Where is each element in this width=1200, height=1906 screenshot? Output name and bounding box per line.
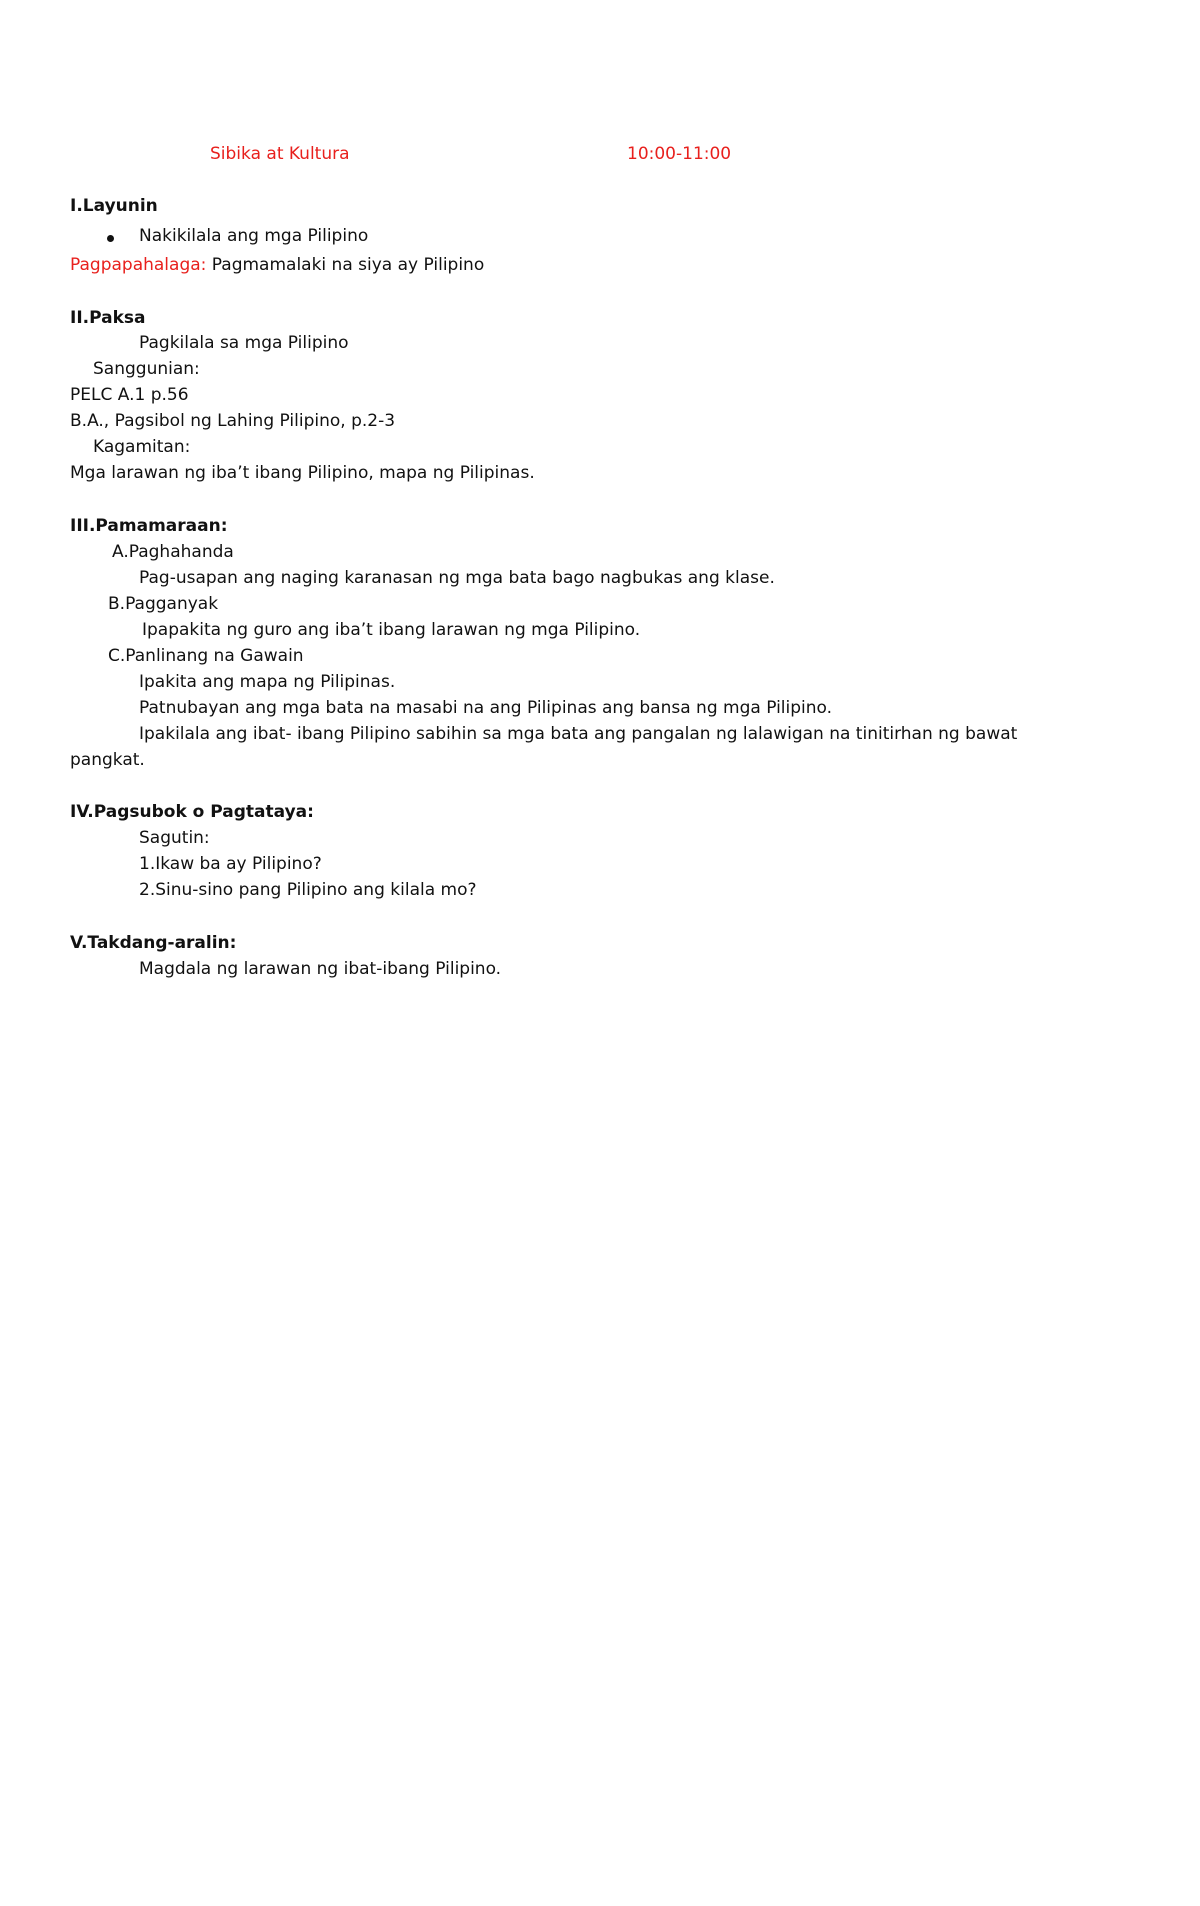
procedure-c-text-2: Patnubayan ang mga bata na masabi na ang Pilipinas ang bansa ng mga Pilipino. xyxy=(139,698,833,718)
section-heading-takdang-aralin: V.Takdang-aralin: xyxy=(70,933,237,953)
procedure-c-text-1: Ipakita ang mapa ng Pilipinas. xyxy=(139,672,396,692)
procedure-a-text: Pag-usapan ang naging karanasan ng mga bata bago nagbukas ang klase. xyxy=(139,568,775,588)
evaluation-question-1: 1.Ikaw ba ay Pilipino? xyxy=(139,854,322,874)
topic-title: Pagkilala sa mga Pilipino xyxy=(139,333,349,353)
materials-label: Kagamitan: xyxy=(93,437,191,457)
values-label: Pagpapahalaga: xyxy=(70,255,207,275)
procedure-c-text-3-cont: pangkat. xyxy=(70,750,145,770)
values-line xyxy=(70,254,484,276)
procedure-a-label: A.Paghahanda xyxy=(112,542,234,562)
schedule-time: 10:00-11:00 xyxy=(627,144,732,164)
materials-text: Mga larawan ng iba’t ibang Pilipino, mapa ng Pilipinas. xyxy=(70,463,535,483)
section-heading-layunin: I.Layunin xyxy=(70,196,158,216)
values-text: Pagmamalaki na siya ay Pilipino xyxy=(211,255,485,275)
subject-title: Sibika at Kultura xyxy=(210,144,350,164)
procedure-b-label: B.Pagganyak xyxy=(108,594,219,614)
references-label: Sanggunian: xyxy=(93,359,200,379)
procedure-c-text-3: Ipakilala ang ibat- ibang Pilipino sabihin sa mga bata ang pangalan ng lalawigan na tinitirhan ng bawat xyxy=(139,724,1018,744)
reference-item-2: B.A., Pagsibol ng Lahing Pilipino, p.2-3 xyxy=(70,411,396,431)
procedure-b-text: Ipapakita ng guro ang iba’t ibang larawan ng mga Pilipino. xyxy=(142,620,641,640)
homework-text: Magdala ng larawan ng ibat-ibang Pilipino. xyxy=(139,959,502,979)
section-heading-pamamaraan: III.Pamamaraan: xyxy=(70,516,228,536)
evaluation-instruction: Sagutin: xyxy=(139,828,210,848)
reference-item-1: PELC A.1 p.56 xyxy=(70,385,189,405)
bullet-icon xyxy=(107,235,114,242)
evaluation-question-2: 2.Sinu-sino pang Pilipino ang kilala mo? xyxy=(139,880,477,900)
section-heading-paksa: II.Paksa xyxy=(70,308,146,328)
procedure-c-label: C.Panlinang na Gawain xyxy=(108,646,304,666)
objective-item: Nakikilala ang mga Pilipino xyxy=(139,226,369,246)
section-heading-pagsubok: IV.Pagsubok o Pagtataya: xyxy=(70,802,314,822)
